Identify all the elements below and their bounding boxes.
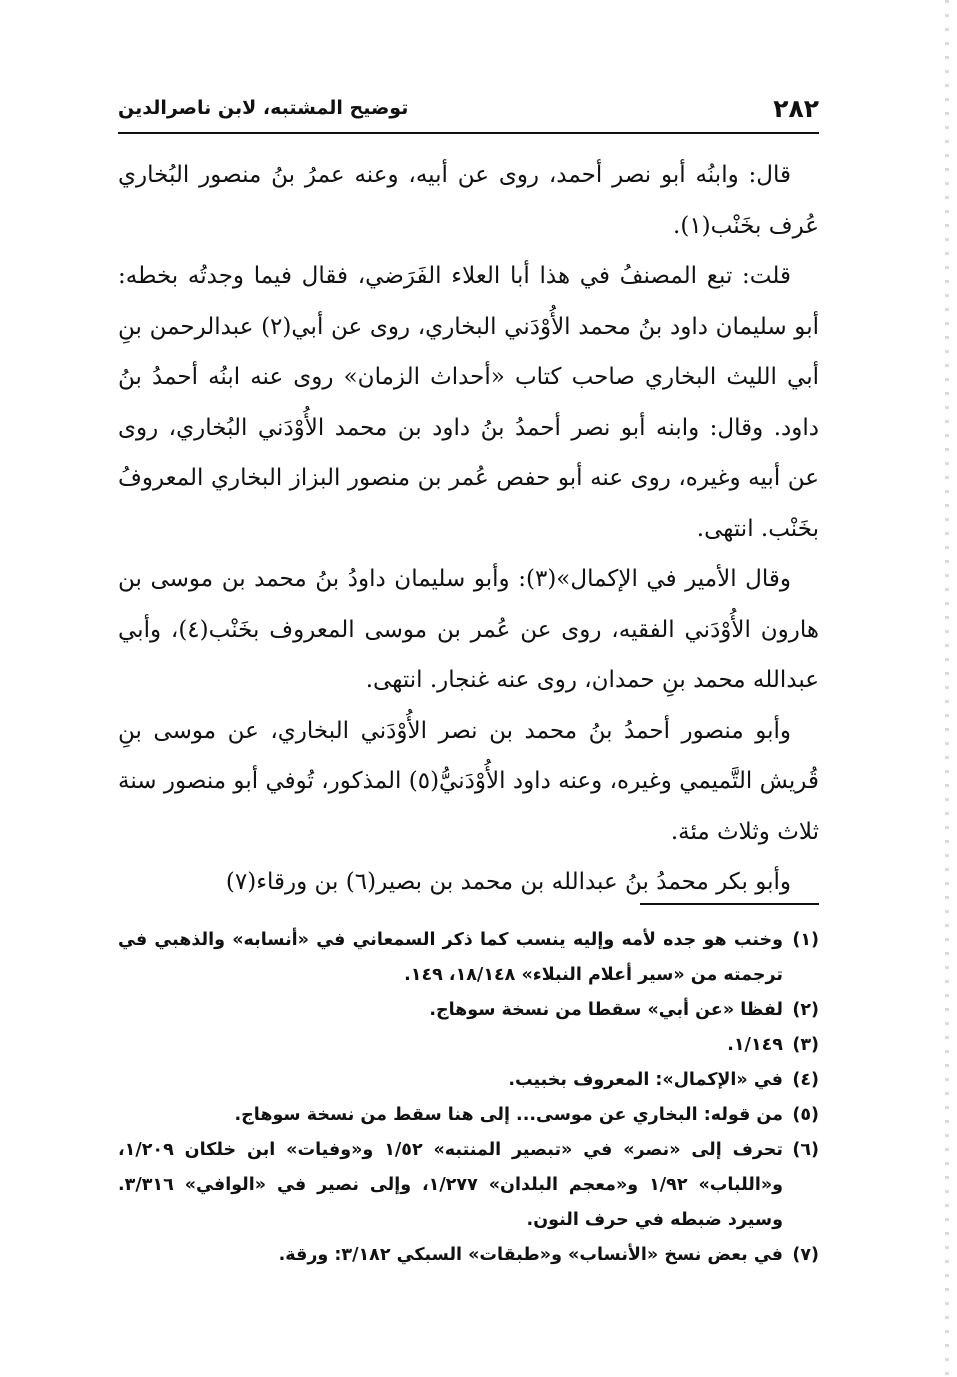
page-number: ٢٨٢ [773,93,819,123]
footnote-text: في بعض نسخ «الأنساب» و«طبقات» السبكي ٣/١٨٢: ورقة. [278,1245,783,1265]
footnote-item [118,1028,819,1063]
footnote-item [118,1098,819,1133]
footnote-item [118,993,819,1028]
footnote-separator [640,903,819,905]
scan-edge-artifact [945,0,949,1377]
footnote-number: (٤) [792,1070,819,1090]
footnote-text: ١/١٤٩. [727,1035,783,1055]
page-header [118,90,819,126]
footnote-item [118,1063,819,1098]
footnote-number: (٦) [792,1140,819,1160]
footnote-number: (٧) [792,1245,819,1265]
running-title: توضيح المشتبه، لابن ناصرالدين [118,97,409,119]
footnote-number: (٥) [792,1105,819,1125]
paragraph: قال: وابنُه أبو نصر أحمد، روى عن أبيه، وعنه عمرُ بنُ منصور البُخاري عُرف بخَنْب(١). [118,162,819,239]
footnote-text: تحرف إلى «نصر» في «تبصير المنتبه» ١/٥٢ و«وفيات» ابن خلكان ١/٢٠٩، و«اللباب» ١/٩٢ و«معجم البلدان» ١/٢٧٧، وإلى نصير في «الوافي» ٣/٣١٦. وسيرد ضبطه في حرف النون. [118,1140,784,1230]
footnotes [118,923,819,1273]
footnote-text: لفظا «عن أبي» سقطا من نسخة سوهاج. [429,1000,783,1020]
paragraph: وأبو منصور أحمدُ بنُ محمد بن نصر الأُوْدَني البخاري، عن موسى بنِ قُريش التَّميمي وغيره، وعنه داود الأُوْدَنيُّ(٥) المذكور، تُوفي أبو منصور سنة ثلاث وثلاث مئة. [118,717,819,845]
footnote-number: (٢) [792,1000,819,1020]
footnote-text: في «الإكمال»: المعروف بخبيب. [508,1070,783,1090]
footnote-item [118,923,819,993]
paragraph: وأبو بكر محمدُ بنُ عبدالله بن محمد بن بصير(٦) بن ورقاء(٧) [225,869,791,895]
header-rule [118,132,819,134]
footnote-number: (٣) [792,1035,819,1055]
paragraph: قلت: تبع المصنفُ في هذا أبا العلاء الفَرَضي، فقال فيما وجدتُه بخطه: أبو سليمان داود بنُ محمد الأُوْدَني البخاري، روى عن أبي(٢) عبدالرحمن بنِ أبي الليث البخاري صاحب كتاب «أحداث الزمان» روى عنه ابنُه أحمدُ بنُ داود. وقال: وابنه أبو نصر أحمدُ بنُ داود بن محمد الأُوْدَني البُخاري، روى عن أبيه وغيره، روى عنه أبو حفص عُمر بن منصور البزاز البخاري المعروفُ بخَنْب. انتهى. [118,263,819,542]
footnote-item [118,1238,819,1273]
footnote-item [118,1133,819,1238]
footnote-text: وخنب هو جده لأمه وإليه ينسب كما ذكر السمعاني في «أنسابه» والذهبي في ترجمته من «سير أعلام النبلاء» ١٨/١٤٨، ١٤٩. [118,930,783,985]
footnote-number: (١) [792,930,819,950]
footnote-text: من قوله: البخاري عن موسى... إلى هنا سقط من نسخة سوهاج. [234,1105,783,1125]
main-text [118,150,819,908]
paragraph: وقال الأمير في الإكمال»(٣): وأبو سليمان داودُ بنُ محمد بن موسى بن هارون الأُوْدَني الفقيه، روى عن عُمر بن موسى المعروف بخَنْب(٤)، وأبي عبدالله محمد بنِ حمدان، روى عنه غنجار. انتهى. [118,566,819,693]
